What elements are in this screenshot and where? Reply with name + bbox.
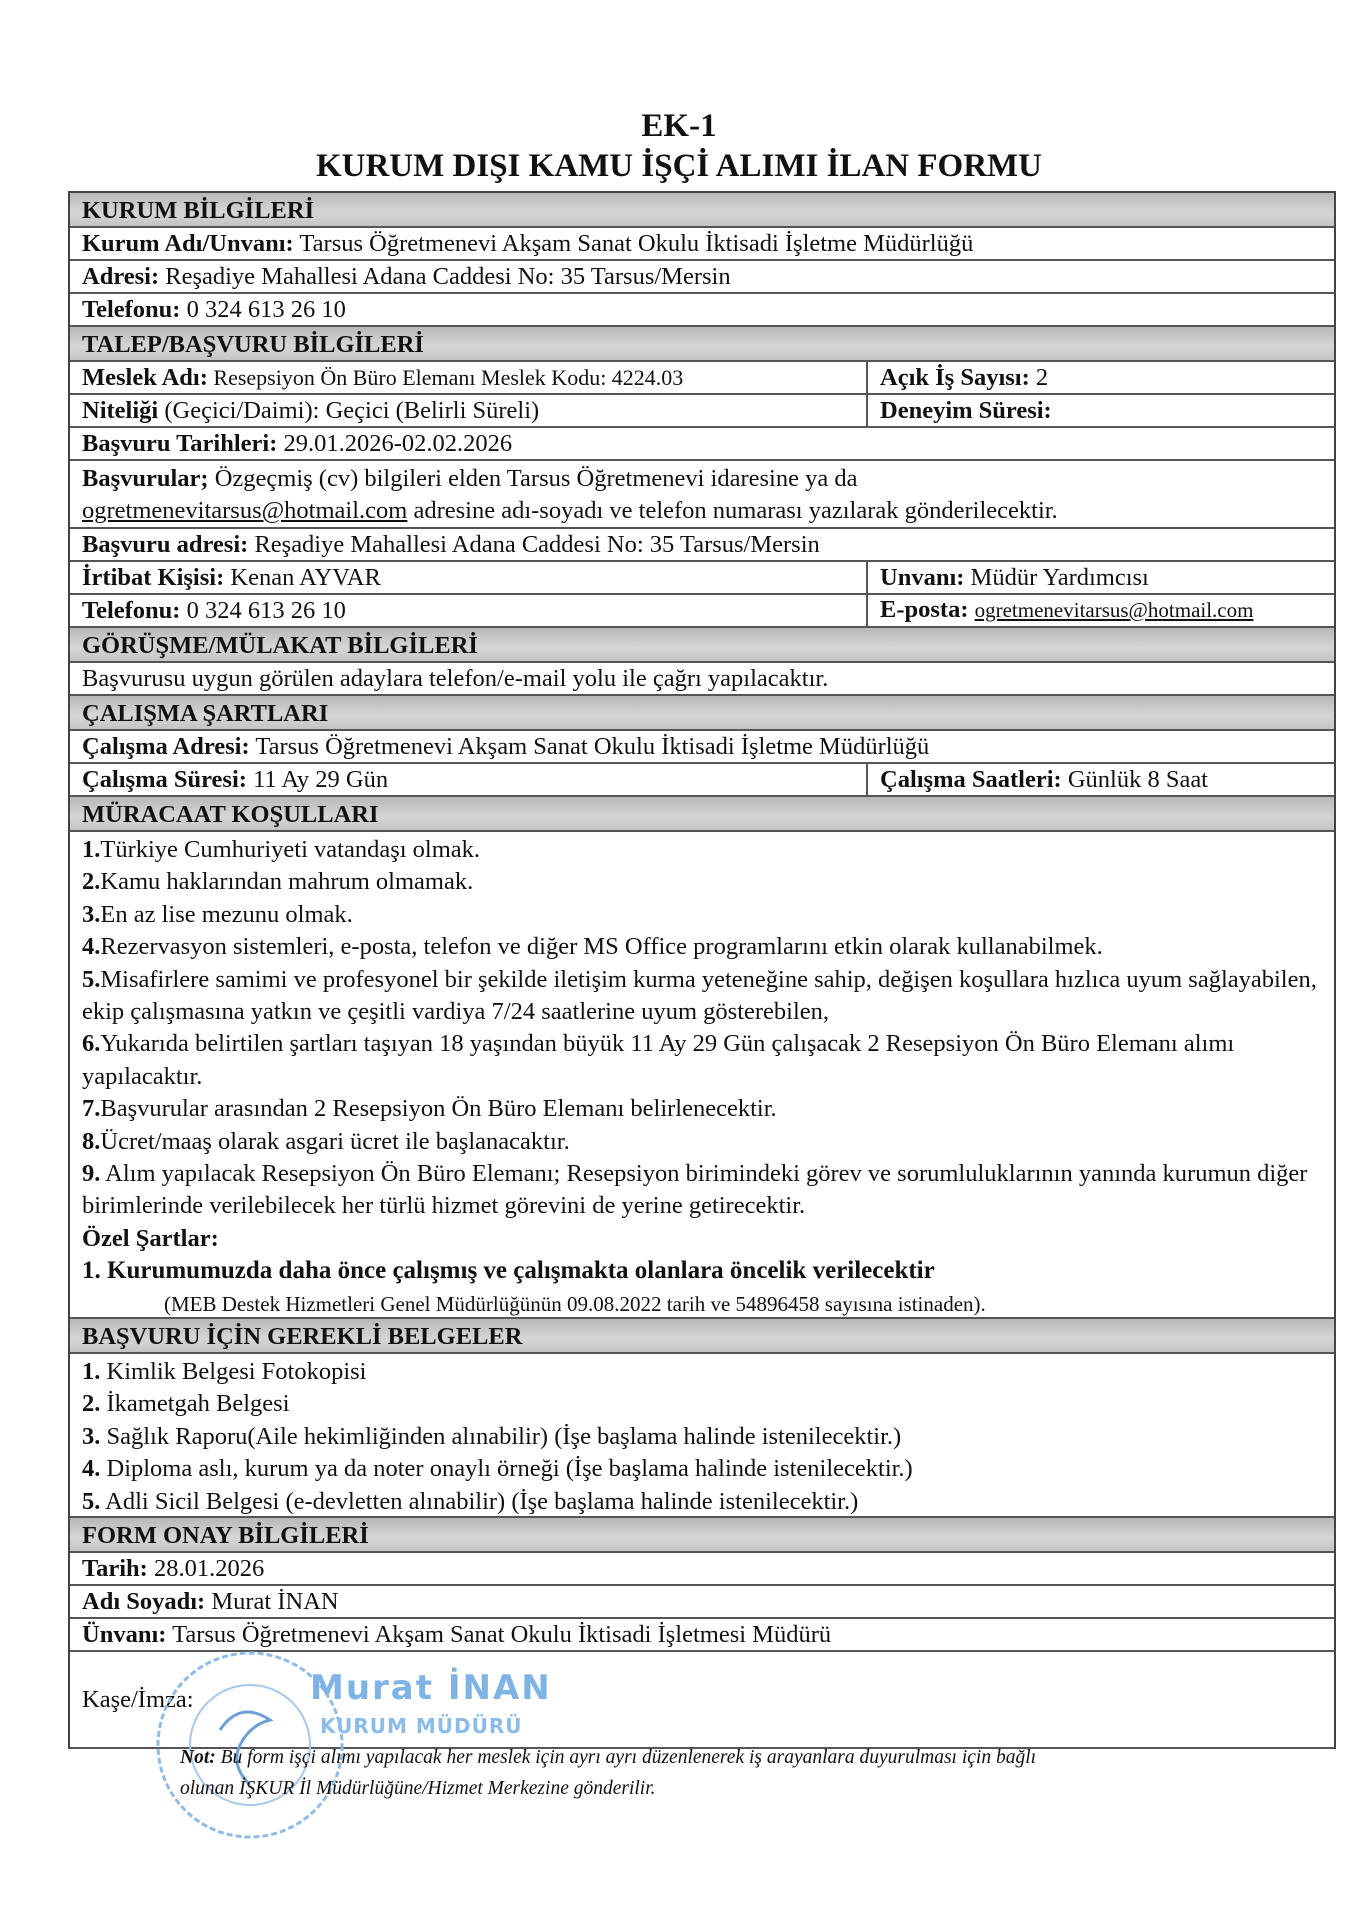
onay-tarih-row: Tarih: 28.01.2026 — [70, 1553, 1334, 1586]
stamp-title: KURUM MÜDÜRÜ — [320, 1714, 523, 1738]
documents-list — [70, 1354, 925, 1516]
section-header-gorusme: GÖRÜŞME/MÜLAKAT BİLGİLERİ — [70, 628, 1334, 663]
basvuru-tarih-row: Başvuru Tarihleri: 29.01.2026-02.02.2026 — [70, 428, 1334, 461]
email-link[interactable]: ogretmenevitarsus@hotmail.com — [82, 497, 408, 524]
section-header-talep: TALEP/BAŞVURU BİLGİLERİ — [70, 327, 1334, 362]
condition-item: 1.Türkiye Cumhuriyeti vatandaşı olmak. — [82, 836, 481, 863]
irtibat-row: İrtibat Kişisi: Kenan AYVAR Unvanı: Müdür Yardımcısı — [70, 562, 1334, 595]
stamp-name: Murat İNAN — [310, 1668, 552, 1708]
kurum-phone-row: Telefonu: 0 324 613 26 10 — [70, 294, 1334, 327]
condition-item: 8.Ücret/maaş olarak asgari ücret ile başlanacaktır. — [82, 1127, 570, 1155]
section-header-muracaat: MÜRACAAT KOŞULLARI — [70, 797, 1334, 832]
kase-imza-row: Kaşe/İmza: — [70, 1652, 1334, 1749]
condition-item: 2.Kamu haklarından mahrum olmamak. — [82, 868, 474, 896]
belgeler-list-row — [70, 1354, 1334, 1518]
document-item: 4. Diploma aslı, kurum ya da noter onaylı örneği (İşe başlama halinde istenilecektir.) — [82, 1455, 913, 1483]
form-title: KURUM DIŞI KAMU İŞÇİ ALIMI İLAN FORMU — [315, 148, 1043, 184]
calisma-sure-row: Çalışma Süresi: 11 Ay 29 Gün Çalışma Saatleri: Günlük 8 Saat — [70, 764, 1334, 797]
condition-item: 4.Rezervasyon sistemleri, e-posta, telefon ve diğer MS Office programlarını etkin olarak kullanabilmek. — [82, 933, 1103, 961]
section-header-calisma: ÇALIŞMA ŞARTLARI — [70, 696, 1334, 731]
document-item: 1. Kimlik Belgesi Fotokopisi — [82, 1358, 367, 1385]
section-header-onay: FORM ONAY BİLGİLERİ — [70, 1518, 1334, 1553]
document-item: 5. Adli Sicil Belgesi (e-devletten alınabilir) (İşe başlama halinde istenilecektir.) — [82, 1487, 859, 1515]
document-item: 2. İkametgah Belgesi — [82, 1390, 290, 1418]
condition-item: 5.Misafirlere samimi ve profesyonel bir şekilde iletişim kurma yeteneğine sahip, değişen koşullara hızlıca uyum sağlayabilen, ekip çalışmasına yatkın ve çeşitli vardiya 7/24 saatlerine uyum gösterebilen, — [82, 965, 1317, 1026]
form-table — [68, 191, 1336, 1749]
condition-item: 6.Yukarıda belirtilen şartları taşıyan 18 yaşından büyük 11 Ay 29 Gün çalışacak 2 Resepsiyon Ön Büro Elemanı alımı yapılacaktır. — [82, 1030, 1235, 1090]
document-item: 3. Sağlık Raporu(Aile hekimliğinden alınabilir) (İşe başlama halinde istenilecektir.) — [82, 1422, 902, 1450]
gorusme-text-row: Başvurusu uygun görülen adaylara telefon/e-mail yolu ile çağrı yapılacaktır. — [70, 663, 1334, 696]
meslek-row: Meslek Adı: Resepsiyon Ön Büro Elemanı Meslek Kodu: 4224.03 Açık İş Sayısı: 2 — [70, 362, 1334, 395]
section-header-belgeler: BAŞVURU İÇİN GEREKLİ BELGELER — [70, 1319, 1334, 1354]
calisma-adres-row: Çalışma Adresi: Tarsus Öğretmenevi Akşam Sanat Okulu İktisadi İşletme Müdürlüğü — [70, 731, 1334, 764]
irtibat-contact-row: Telefonu: 0 324 613 26 10 E-posta: ogretmenevitarsus@hotmail.com — [70, 595, 1334, 628]
onay-ad-row: Adı Soyadı: Murat İNAN — [70, 1586, 1334, 1619]
muracaat-conditions: 1.Türkiye Cumhuriyeti vatandaşı olmak. 2.Kamu haklarından mahrum olmamak. 3.En az lise mezunu olmak. 4.Rezervasyon sistemleri, e-posta, telefon ve diğer MS Office programlarını etkin olarak kullanabilmek. 5.Misafirlere samimi ve profesyonel bir şekilde iletişim kurma yeteneğine sahip, değişen koşullara hızlıca uyum sağlayabilen, ekip çalışmasına yatkın ve çeşitli vardiya 7/24 saatlerine uyum gösterebilen, 6.Yukarıda belirtilen şartları taşıyan 18 yaşından büyük 11 Ay 29 Gün çalışacak 2 Resepsiyon Ön Büro Elemanı alımı yapılacaktır. 7.Başvurular arasından 2 Resepsiyon Ön Büro Elemanı belirlenecektir. 8.Ücret/maaş olarak asgari ücret ile başlanacaktır. 9. Alım yapılacak Resepsiyon Ön Büro Elemanı; Resepsiyon birimindeki görev ve sorumluluklarının yanında kurumun diğer birimlerinde verilebilecek her türlü hizmet görevini de yerine getirecektir. Özel Şartlar: 1. Kurumumuzda daha önce çalışmış ve çalışmakta olanlara öncelik verilecektir (MEB Destek Hizmetleri Genel Müdürlüğünün 09.08.2022 tarih ve 54896458 sayısına istinaden). — [70, 832, 1334, 1319]
basvurular-row: Başvurular; Özgeçmiş (cv) bilgileri elden Tarsus Öğretmenevi idaresine ya da ogretmenevitarsus@hotmail.com adresine adı-soyadı ve telefon numarası yazılarak gönderilecektir. — [70, 461, 1334, 529]
kurum-address-row: Adresi: Reşadiye Mahallesi Adana Caddesi No: 35 Tarsus/Mersin — [70, 261, 1334, 294]
basvuru-adres-row: Başvuru adresi: Reşadiye Mahallesi Adana Caddesi No: 35 Tarsus/Mersin — [70, 529, 1334, 562]
conditions-list — [82, 834, 1326, 1223]
section-header-kurum: KURUM BİLGİLERİ — [70, 193, 1334, 228]
contact-email-link[interactable]: ogretmenevitarsus@hotmail.com — [974, 598, 1254, 622]
onay-unvan-row: Ünvanı: Tarsus Öğretmenevi Akşam Sanat Okulu İktisadi İşletmesi Müdürü — [70, 1619, 1334, 1652]
annex-label: EK-1 — [641, 108, 717, 144]
condition-item: 7.Başvurular arasından 2 Resepsiyon Ön Büro Elemanı belirlenecektir. — [82, 1095, 777, 1123]
nitelik-row: Niteliği (Geçici/Daimi): Geçici (Belirli Süreli) Deneyim Süresi: — [70, 395, 1334, 428]
condition-item: 3.En az lise mezunu olmak. — [82, 900, 353, 928]
condition-item: 9. Alım yapılacak Resepsiyon Ön Büro Elemanı; Resepsiyon birimindeki görev ve sorumluluklarının yanında kurumun diğer birimlerinde verilebilecek her türlü hizmet görevini de yerine getirecektir. — [82, 1160, 1308, 1220]
kurum-name-row: Kurum Adı/Unvanı: Tarsus Öğretmenevi Akşam Sanat Okulu İktisadi İşletme Müdürlüğü — [70, 228, 1334, 261]
footer-note: Not: Bu form işçi alımı yapılacak her meslek için ayrı ayrı düzenlenerek iş arayanlara duyurulması için bağlı olunan İŞKUR İl Müdürlüğüne/Hizmet Merkezine gönderilir. — [180, 1747, 1037, 1799]
